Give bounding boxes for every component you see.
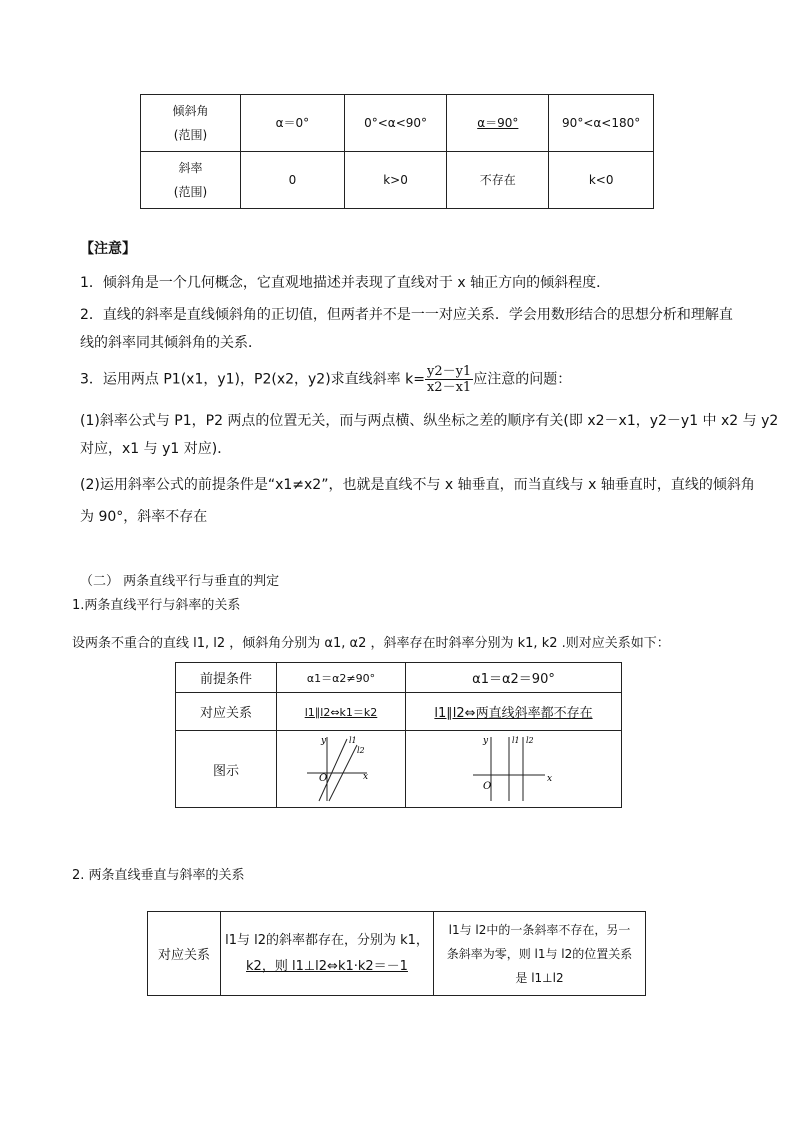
- cell-text: l1∥l2⇔k1＝k2: [304, 705, 378, 719]
- y-label: y: [482, 736, 488, 746]
- fraction-denominator: x2－x1: [426, 380, 472, 395]
- cell-text: α＝0°: [275, 116, 310, 130]
- cell-text: l1与 l2中的一条斜率不存在，另一: [448, 922, 631, 937]
- cell: [148, 912, 221, 996]
- cell-text: k<0: [588, 173, 614, 187]
- cell: [406, 693, 622, 731]
- cell: [176, 693, 277, 731]
- note-5a: (2)运用斜率公式的前提条件是“x1≠x2”，也就是直线不与 x 轴垂直，而当直线与 x 轴垂直时，直线的倾斜角: [80, 477, 755, 493]
- cell-text: k2，则 l1⊥l2⇔k1·k2＝－1: [246, 958, 408, 974]
- cell-text: 90°<α<180°: [562, 116, 641, 130]
- cell-text: 0: [288, 173, 297, 187]
- fraction-numerator: y2－y1: [426, 364, 472, 379]
- cell: [176, 731, 277, 808]
- cell: [176, 663, 277, 693]
- origin-label: O: [482, 781, 491, 792]
- note-4a: (1)斜率公式与 P1，P2 两点的位置无关，而与两点横、纵坐标之差的顺序有关(即 x2－x1，y2－y1 中 x2 与 y2: [80, 413, 779, 429]
- cell: [344, 95, 447, 152]
- l1-label: l1: [349, 736, 357, 745]
- x-label: x: [546, 774, 552, 784]
- cell: [549, 95, 654, 152]
- cell-text: 是 l1⊥l2: [515, 970, 564, 985]
- notes-title: 【注意】: [80, 241, 136, 257]
- line-l1: [319, 739, 347, 801]
- cell-text: l1∥l2⇔两直线斜率都不存在: [434, 706, 593, 721]
- l1-label: l1: [511, 736, 520, 745]
- origin-label: O: [319, 773, 328, 784]
- note-3: [80, 364, 571, 395]
- cell-text: (范围): [173, 128, 208, 142]
- cell-text: 条斜率为零，则 l1与 l2的位置关系: [446, 946, 633, 961]
- note-2a: 2．直线的斜率是直线倾斜角的正切值，但两者并不是一一对应关系．学会用数形结合的思想分析和理解直: [80, 307, 733, 323]
- figure-cell-vertical: [406, 731, 622, 808]
- cell: [344, 152, 447, 209]
- cell-text: 斜率: [178, 161, 203, 175]
- subsection-2: 2. 两条直线垂直与斜率的关系: [72, 868, 245, 883]
- row-header-slope: [141, 152, 241, 209]
- cell: [447, 95, 549, 152]
- cell: [434, 912, 646, 996]
- parallel-slanted-figure: [301, 731, 381, 803]
- cell: [277, 663, 406, 693]
- note-5b: 为 90°，斜率不存在: [80, 509, 208, 525]
- figure-cell-slanted: [277, 731, 406, 808]
- note-4b: 对应，x1 与 y1 对应)．: [80, 441, 232, 457]
- cell: [240, 152, 344, 209]
- cell-text: 0°<α<90°: [364, 116, 428, 130]
- note-2b: 线的斜率同其倾斜角的关系．: [80, 335, 262, 351]
- cell-text: (范围): [173, 185, 208, 199]
- cell-text: 倾斜角: [172, 104, 209, 118]
- slope-fraction: [425, 364, 473, 395]
- perpendicular-table: [147, 911, 646, 996]
- cell-text: k>0: [383, 173, 408, 187]
- cell-text: 前提条件: [199, 672, 252, 687]
- subsection-1: 1.两条直线平行与斜率的关系: [72, 598, 241, 613]
- parallel-table: [175, 662, 622, 808]
- intro-text: 设两条不重合的直线 l1, l2 ，倾斜角分别为 α1, α2 ，斜率存在时斜率分别为 k1, k2 .则对应关系如下：: [72, 636, 670, 651]
- cell-text: 不存在: [479, 173, 516, 187]
- cell-text: l1与 l2的斜率都存在，分别为 k1，: [225, 932, 429, 948]
- l2-label: l2: [357, 746, 365, 755]
- cell-text: 对应关系: [157, 948, 210, 963]
- note-1: 1．倾斜角是一个几何概念，它直观地描述并表现了直线对于 x 轴正方向的倾斜程度．: [80, 275, 611, 291]
- cell: [447, 152, 549, 209]
- inclination-slope-table: [140, 94, 654, 209]
- cell: [240, 95, 344, 152]
- cell: [406, 663, 622, 693]
- cell-text: 对应关系: [199, 706, 252, 721]
- cell-text: α1＝α2＝90°: [472, 672, 555, 687]
- l2-label: l2: [525, 736, 534, 745]
- y-label: y: [321, 736, 327, 746]
- cell: [549, 152, 654, 209]
- section-title: （二） 两条直线平行与垂直的判定: [80, 574, 280, 589]
- cell-text: 图示: [212, 763, 239, 779]
- note-3-text-end: 应注意的问题：: [473, 371, 572, 388]
- cell-text: α＝90°: [477, 116, 519, 130]
- parallel-vertical-figure: [469, 731, 559, 803]
- cell-text: α1＝α2≠90°: [306, 671, 376, 685]
- row-header-angle: [141, 95, 241, 152]
- cell: [221, 912, 434, 996]
- x-label: x: [363, 772, 369, 782]
- cell: [277, 693, 406, 731]
- note-3-text: 3．运用两点 P1(x1，y1)，P2(x2，y2)求直线斜率 k=: [80, 371, 425, 388]
